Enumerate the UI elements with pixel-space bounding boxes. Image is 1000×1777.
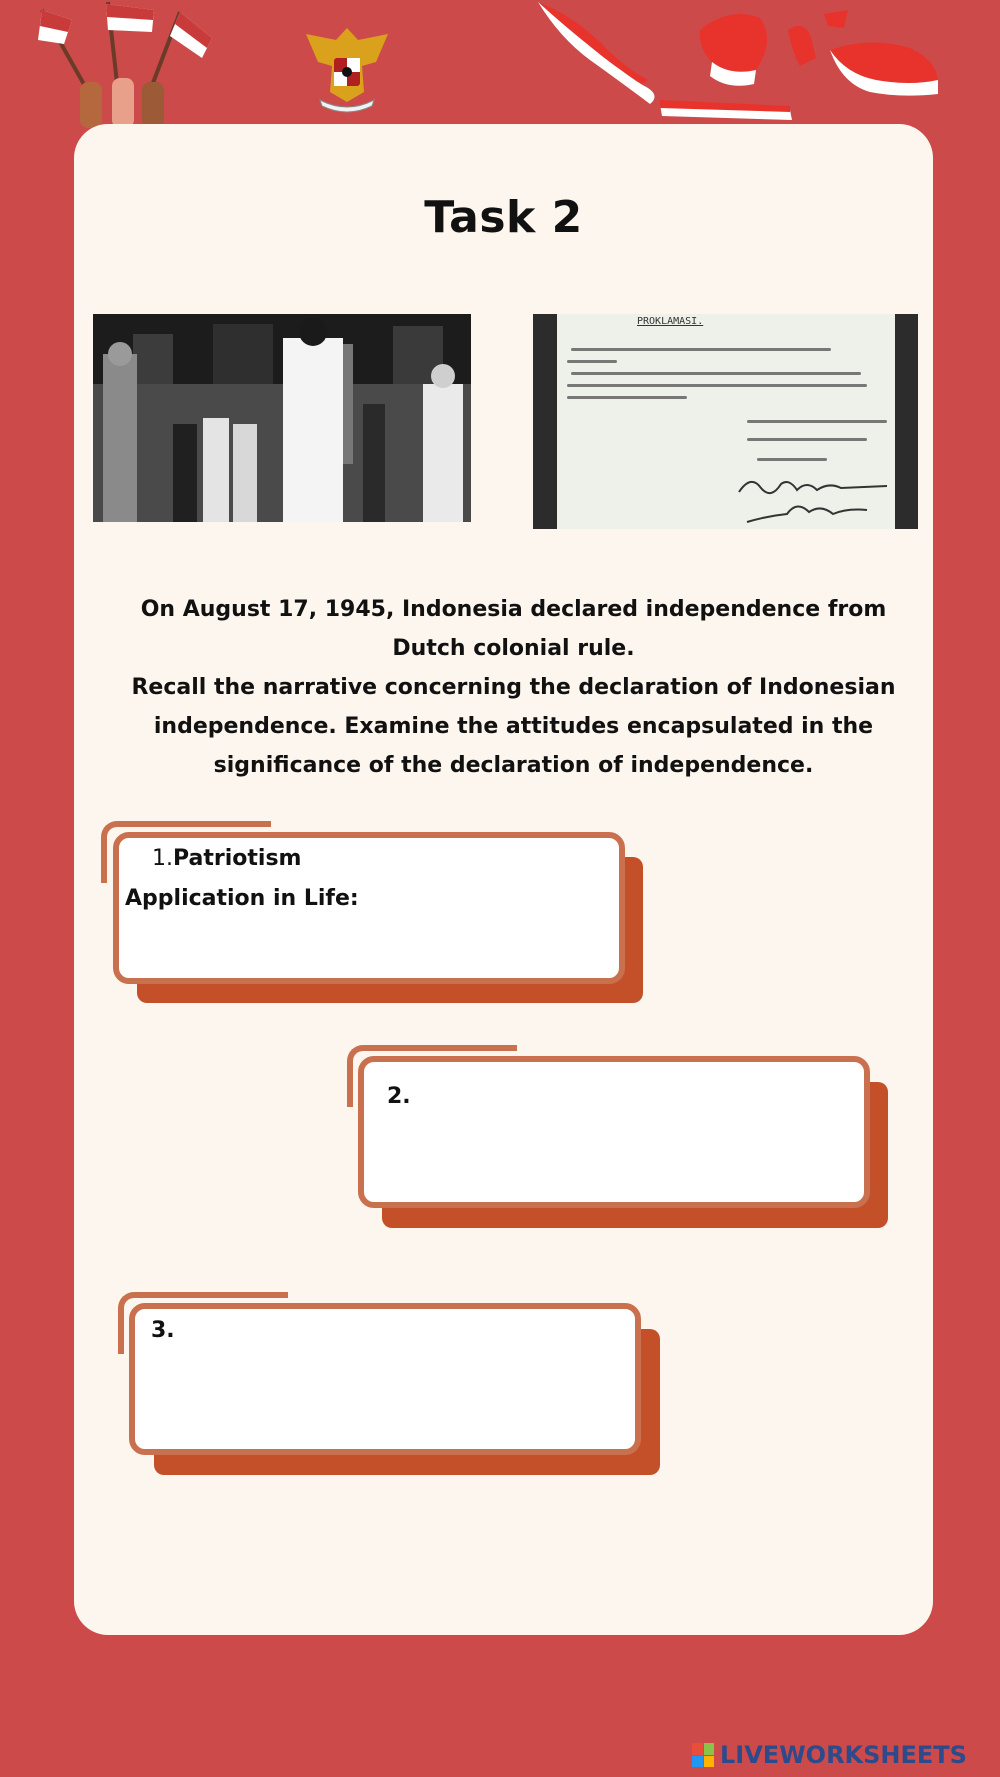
- answer-1-number: 1.: [152, 846, 173, 871]
- flags-decoration-icon: [30, 0, 220, 132]
- answer-2-label: 2.: [387, 1084, 411, 1109]
- indonesia-map-icon: [530, 0, 940, 130]
- worksheet-card: [74, 124, 933, 1635]
- signature-icon: [737, 464, 897, 529]
- proclamation-photo: [93, 314, 471, 522]
- garuda-emblem-icon: [298, 18, 396, 116]
- liveworksheets-brand[interactable]: [692, 1741, 967, 1769]
- proklamasi-document: [533, 314, 918, 529]
- intro-paragraph-1: On August 17, 1945, Indonesia declared independence from Dutch colonial rule.: [140, 597, 887, 661]
- document-heading: PROKLAMASI.: [637, 316, 704, 327]
- liveworksheets-logo-icon: [692, 1743, 714, 1767]
- answer-3-label: 3.: [151, 1318, 175, 1343]
- answer-1-title: Patriotism: [173, 846, 302, 871]
- answer-box-3[interactable]: [129, 1303, 641, 1455]
- brand-text: LIVEWORKSHEETS: [720, 1741, 967, 1769]
- proclamation-photo-icon: [93, 314, 471, 522]
- document-paper: [557, 314, 895, 529]
- instructions: [114, 590, 913, 785]
- page-title: Task 2: [424, 192, 583, 243]
- answer-box-2[interactable]: [358, 1056, 870, 1208]
- answer-1-label: [152, 846, 301, 871]
- answer-1-sub: Application in Life:: [125, 886, 359, 911]
- intro-paragraph-2: Recall the narrative concerning the declaration of Indonesian independence. Examine the attitudes encapsulated in the significance of the declaration of independence.: [131, 675, 896, 778]
